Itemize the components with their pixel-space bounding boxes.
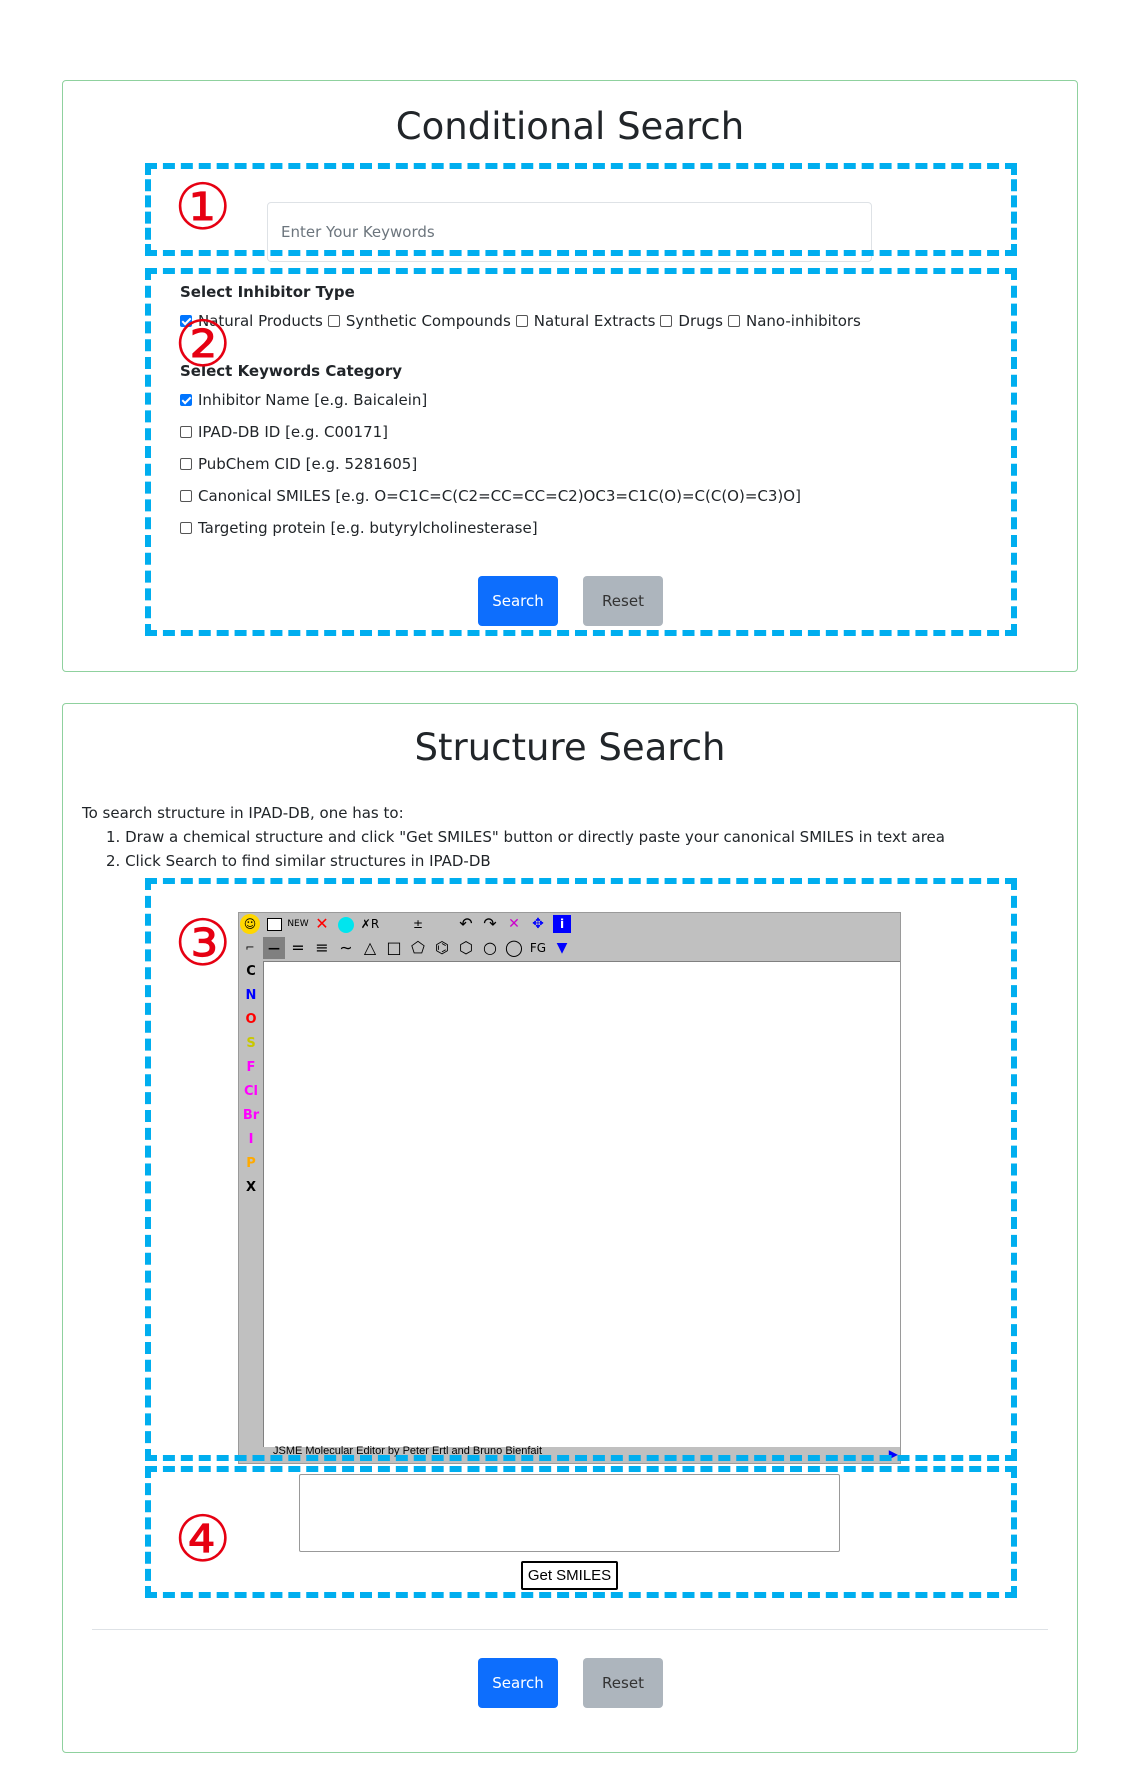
category-ipad-db-id[interactable]: [180, 423, 388, 441]
category-targeting-protein[interactable]: [180, 519, 538, 537]
conditional-reset-button[interactable]: Reset: [583, 576, 663, 626]
atom-cl-button[interactable]: Cl: [244, 1084, 258, 1099]
smiley-icon[interactable]: ☺: [240, 914, 260, 934]
inhibitor-type-synthetic-compounds[interactable]: [328, 312, 511, 330]
structure-search-button[interactable]: Search: [478, 1658, 558, 1708]
checkbox-drugs[interactable]: [660, 315, 672, 327]
structure-intro-text: To search structure in IPAD-DB, one has to:: [82, 804, 404, 822]
annotation-number-2: ②: [174, 308, 232, 382]
inhibitor-type-nano-inhibitors[interactable]: [728, 312, 861, 330]
structure-search-title: Structure Search: [414, 726, 726, 769]
ring5-icon[interactable]: ⬠: [411, 938, 425, 957]
atom-f-button[interactable]: F: [246, 1060, 256, 1075]
checkbox-label: Synthetic Compounds: [345, 312, 511, 330]
smiles-textarea[interactable]: [299, 1474, 840, 1552]
category-canonical-smiles[interactable]: [180, 487, 801, 505]
checkbox-label: Drugs: [678, 312, 723, 330]
checkbox-ipad-db-id[interactable]: [180, 426, 192, 438]
single-bond-icon[interactable]: —: [263, 937, 285, 959]
resize-arrow-icon: ▶: [888, 1447, 898, 1461]
keyword-input[interactable]: [267, 202, 872, 262]
atom-br-button[interactable]: Br: [242, 1108, 260, 1123]
redo-icon[interactable]: ↷: [483, 914, 497, 933]
checkbox-synthetic-compounds[interactable]: [328, 315, 340, 327]
move-icon[interactable]: ✥: [532, 916, 544, 932]
structure-reset-button[interactable]: Reset: [583, 1658, 663, 1708]
drawing-canvas[interactable]: [263, 961, 900, 1447]
checkbox-canonical-smiles[interactable]: [180, 490, 192, 502]
checkbox-pubchem-cid[interactable]: [180, 458, 192, 470]
double-bond-icon[interactable]: =: [291, 938, 305, 957]
delete-group-icon[interactable]: ✕: [508, 916, 520, 932]
ring7-icon[interactable]: ○: [483, 938, 497, 957]
keywords-category-label: Select Keywords Category: [180, 362, 403, 380]
structure-step-2: 2. Click Search to find similar structures in IPAD-DB: [106, 852, 491, 870]
checkbox-targeting-protein[interactable]: [180, 522, 192, 534]
ring4-icon[interactable]: □: [386, 938, 402, 957]
annotation-number-1: ①: [174, 171, 232, 245]
chain-wave-icon[interactable]: ∼: [339, 938, 353, 957]
ring8-icon[interactable]: ◯: [505, 938, 523, 957]
category-pubchem-cid[interactable]: [180, 455, 417, 473]
conditional-search-title: Conditional Search: [395, 105, 745, 148]
inhibitor-type-label: Select Inhibitor Type: [180, 283, 355, 301]
atom-i-button[interactable]: I: [248, 1132, 254, 1147]
checkbox-inhibitor-name[interactable]: [180, 394, 192, 406]
checkbox-label: Natural Products: [198, 312, 323, 330]
checkbox-label: IPAD-DB ID [e.g. C00171]: [198, 423, 389, 441]
atom-p-button[interactable]: P: [246, 1156, 256, 1171]
get-smiles-button[interactable]: Get SMILES: [521, 1561, 618, 1590]
delete-icon[interactable]: ✕: [315, 914, 329, 933]
checkbox-label: Canonical SMILES [e.g. O=C1C=C(C2=CC=CC=C2)OC3=C1C(O)=C(C(O)=C3)O]: [198, 487, 801, 505]
triple-bond-icon[interactable]: ≡: [315, 938, 329, 957]
delete-r-icon[interactable]: ✗R: [360, 917, 380, 931]
benzene-icon[interactable]: ⌬: [435, 938, 449, 957]
category-inhibitor-name[interactable]: [180, 391, 427, 409]
atom-c-button[interactable]: C: [246, 964, 256, 979]
conditional-search-button[interactable]: Search: [478, 576, 558, 626]
functional-group-button[interactable]: FG: [529, 941, 547, 955]
checkbox-label: Nano-inhibitors: [745, 312, 861, 330]
atom-s-button[interactable]: S: [246, 1036, 256, 1051]
jsme-molecular-editor[interactable]: [238, 912, 901, 1464]
checkbox-natural-extracts[interactable]: [516, 315, 528, 327]
structure-step-1: 1. Draw a chemical structure and click "Get SMILES" button or directly paste your canonical SMILES in text area: [106, 828, 945, 846]
chain-icon[interactable]: ⌐: [245, 941, 255, 954]
select-box-icon[interactable]: [263, 913, 285, 935]
checkbox-label: Inhibitor Name [e.g. Baicalein]: [198, 391, 428, 409]
jsme-credit: JSME Molecular Editor by Peter Ertl and Bruno Bienfait: [273, 1445, 543, 1457]
checkbox-label: Natural Extracts: [533, 312, 656, 330]
ring6-icon[interactable]: ⬡: [459, 938, 473, 957]
divider: [92, 1629, 1048, 1630]
inhibitor-type-natural-extracts[interactable]: [516, 312, 656, 330]
checkbox-label: Targeting protein [e.g. butyrylcholinesterase]: [198, 519, 538, 537]
atom-o-button[interactable]: O: [245, 1012, 257, 1027]
info-icon[interactable]: i: [553, 915, 571, 933]
checkbox-label: PubChem CID [e.g. 5281605]: [198, 455, 418, 473]
ring3-icon[interactable]: △: [363, 938, 377, 957]
flip-icon[interactable]: ▼: [556, 940, 568, 956]
charge-icon[interactable]: [335, 913, 357, 935]
checkbox-nano-inhibitors[interactable]: [728, 315, 740, 327]
atom-n-button[interactable]: N: [245, 988, 257, 1003]
annotation-number-3: ③: [174, 907, 232, 981]
annotation-number-4: ④: [174, 1503, 232, 1577]
new-button[interactable]: NEW: [287, 919, 309, 929]
inhibitor-type-drugs[interactable]: [660, 312, 723, 330]
undo-icon[interactable]: ↶: [459, 914, 473, 933]
inhibitor-type-group: [180, 312, 866, 330]
charge-plus-minus-icon[interactable]: ±: [412, 917, 424, 931]
atom-x-button[interactable]: X: [245, 1180, 257, 1195]
